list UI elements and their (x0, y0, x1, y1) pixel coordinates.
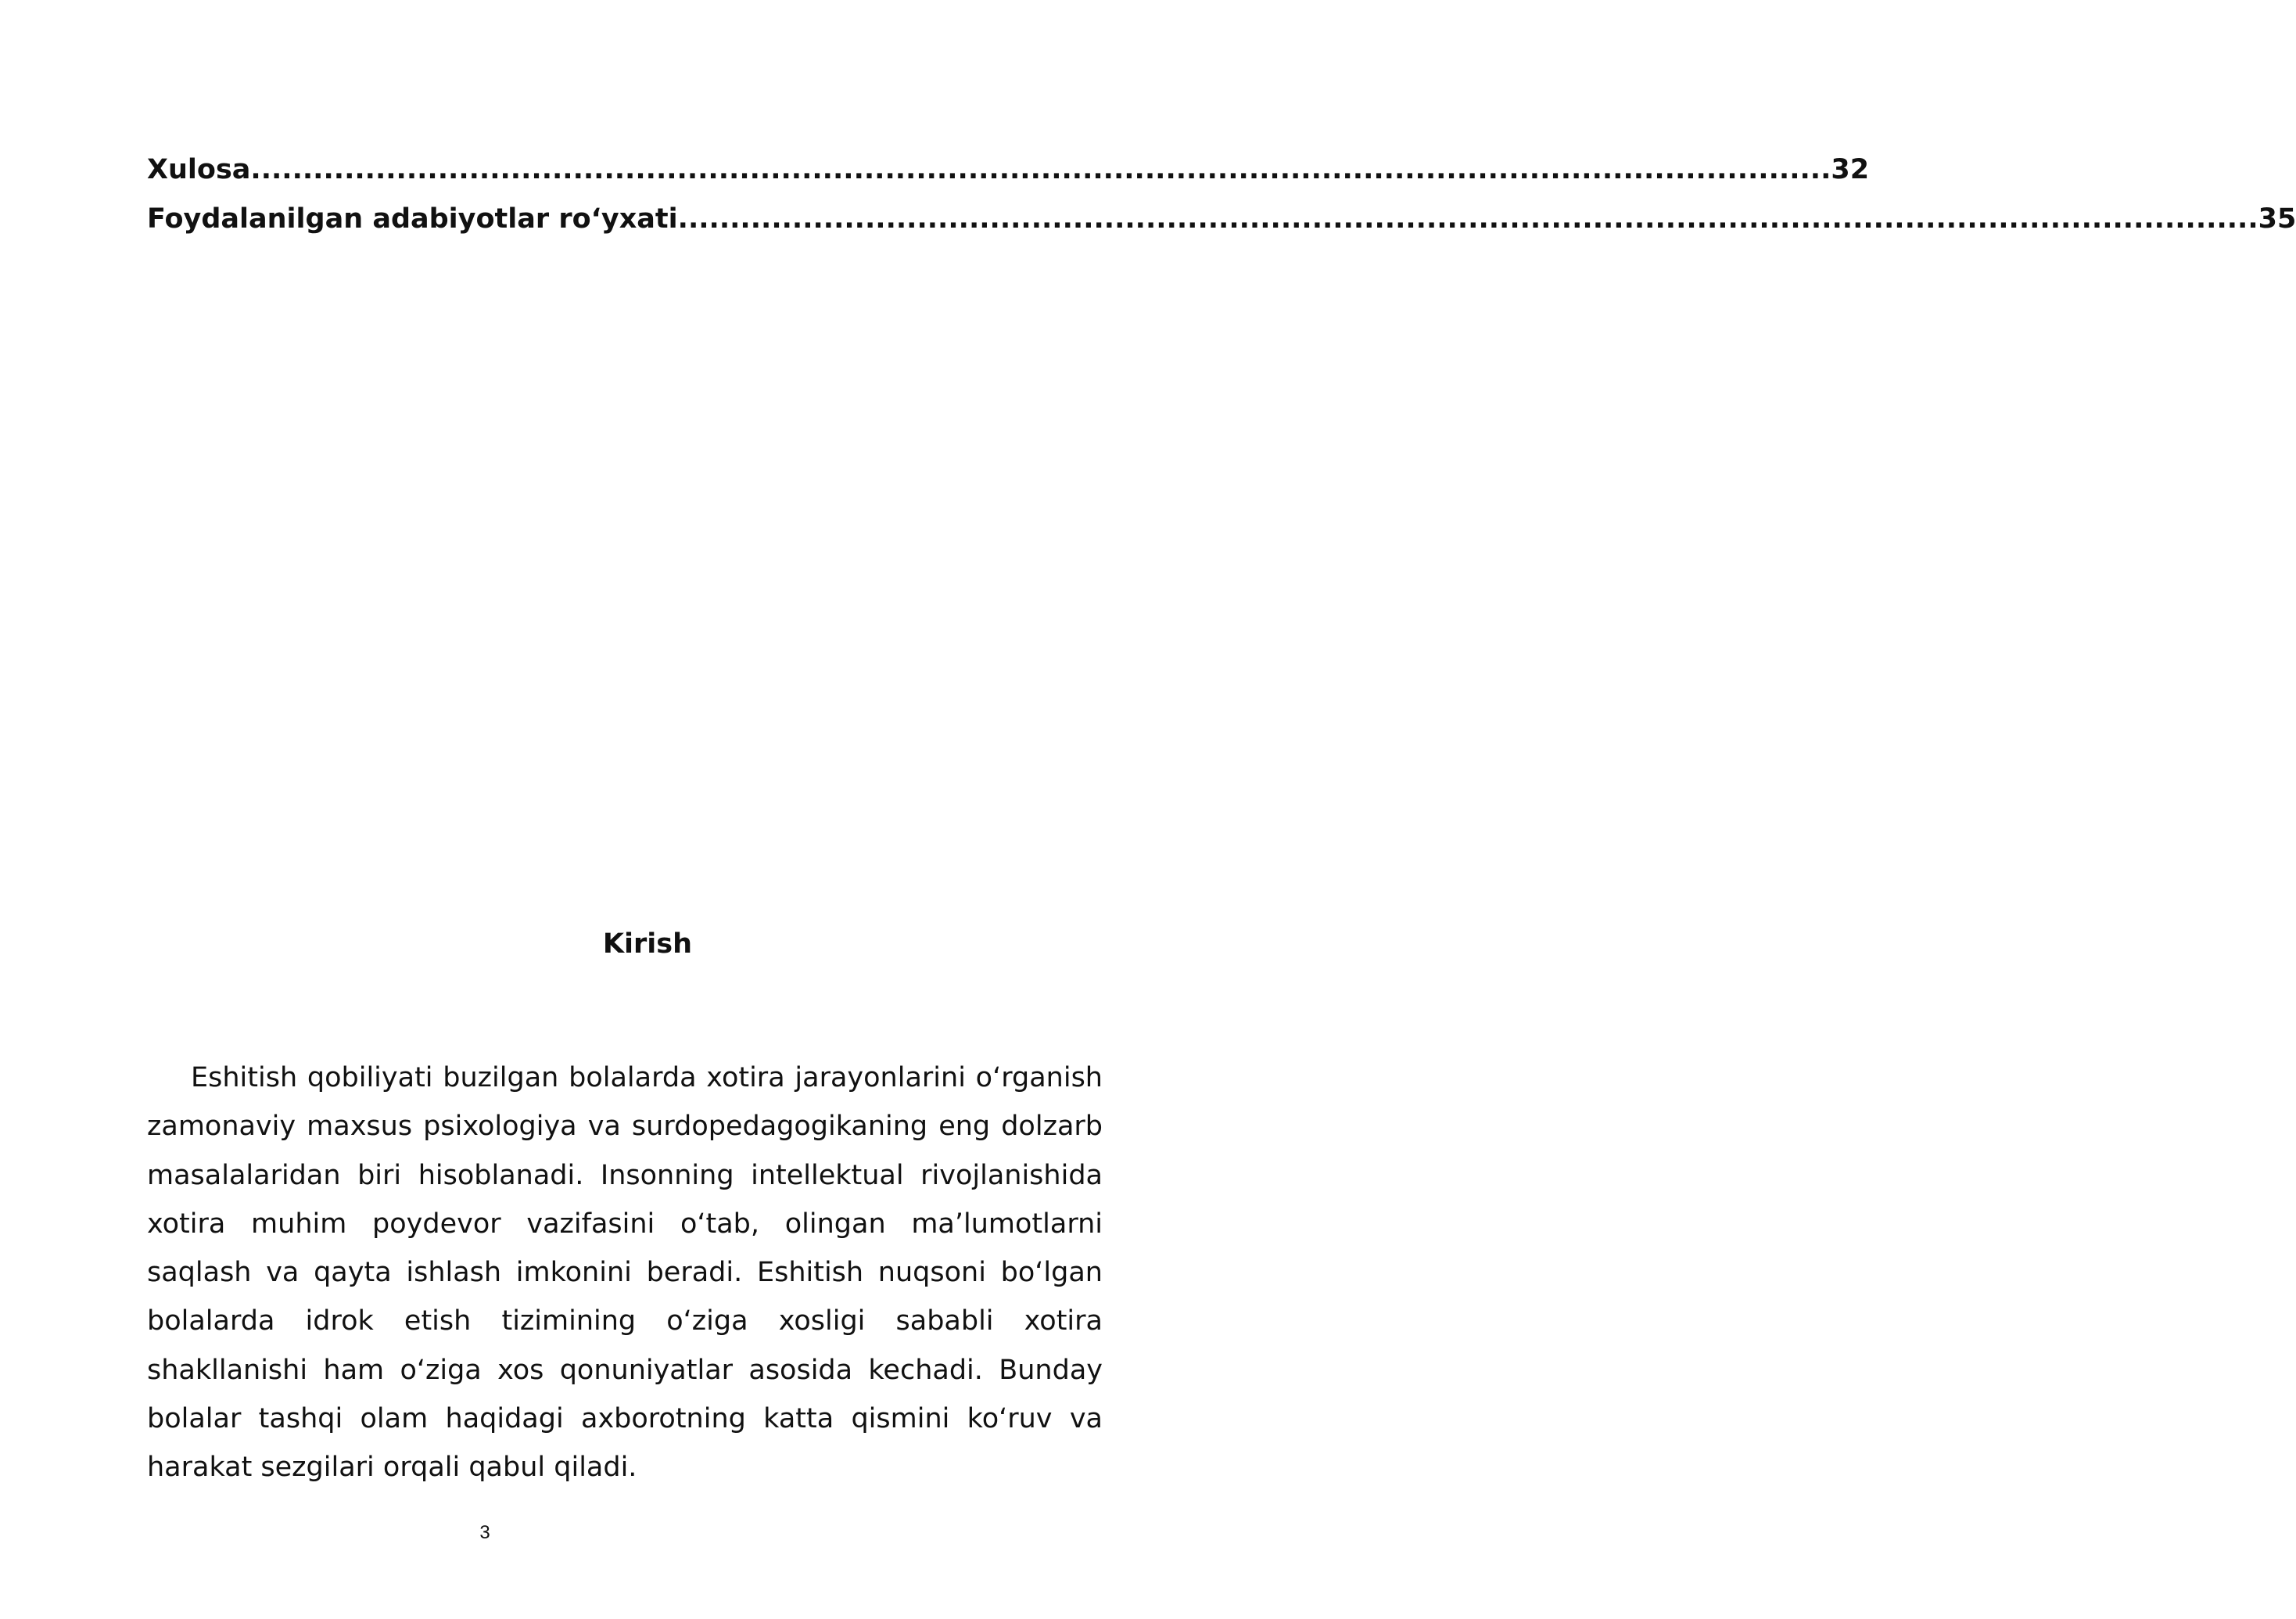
toc-entry-title: Foydalanilgan adabiyotlar ro‘yxati (147, 203, 678, 235)
toc-entry-xulosa (147, 145, 1870, 195)
toc-dot-leader: ........................................................................................................................................................ (250, 154, 1831, 185)
table-of-contents (147, 145, 2296, 244)
toc-dot-leader: ........................................................................................................................................................ (677, 203, 2258, 235)
body-paragraph: Eshitish qobiliyati buzilgan bolalarda xotira jarayonlarini o‘rganish zamonaviy maxsus psixologiya va surdopedagogikaning eng dolzarb masalalaridan biri hisoblanadi. Insonning intellektual rivojlanishida xotira muhim poydevor vazifasini o‘tab, olingan ma’lumotlarni saqlash va qayta ishlash imkonini beradi. Eshitish nuqsoni bo‘lgan bolalarda idrok etish tizimining o‘ziga xosligi sababli xotira shakllanishi ham o‘ziga xos qonuniyatlar asosida kechadi. Bunday bolalar tashqi olam haqidagi axborotning katta qismini ko‘ruv va harakat sezgilari orqali qabul qiladi. (147, 1062, 1103, 1484)
page-number: 3 (479, 1522, 490, 1543)
toc-entry-title: Xulosa (147, 154, 251, 185)
toc-entry-page: 35 (2258, 203, 2296, 235)
section-heading: Kirish (602, 928, 693, 960)
toc-entry-references (147, 195, 2296, 244)
toc-entry-page: 32 (1831, 154, 1870, 185)
